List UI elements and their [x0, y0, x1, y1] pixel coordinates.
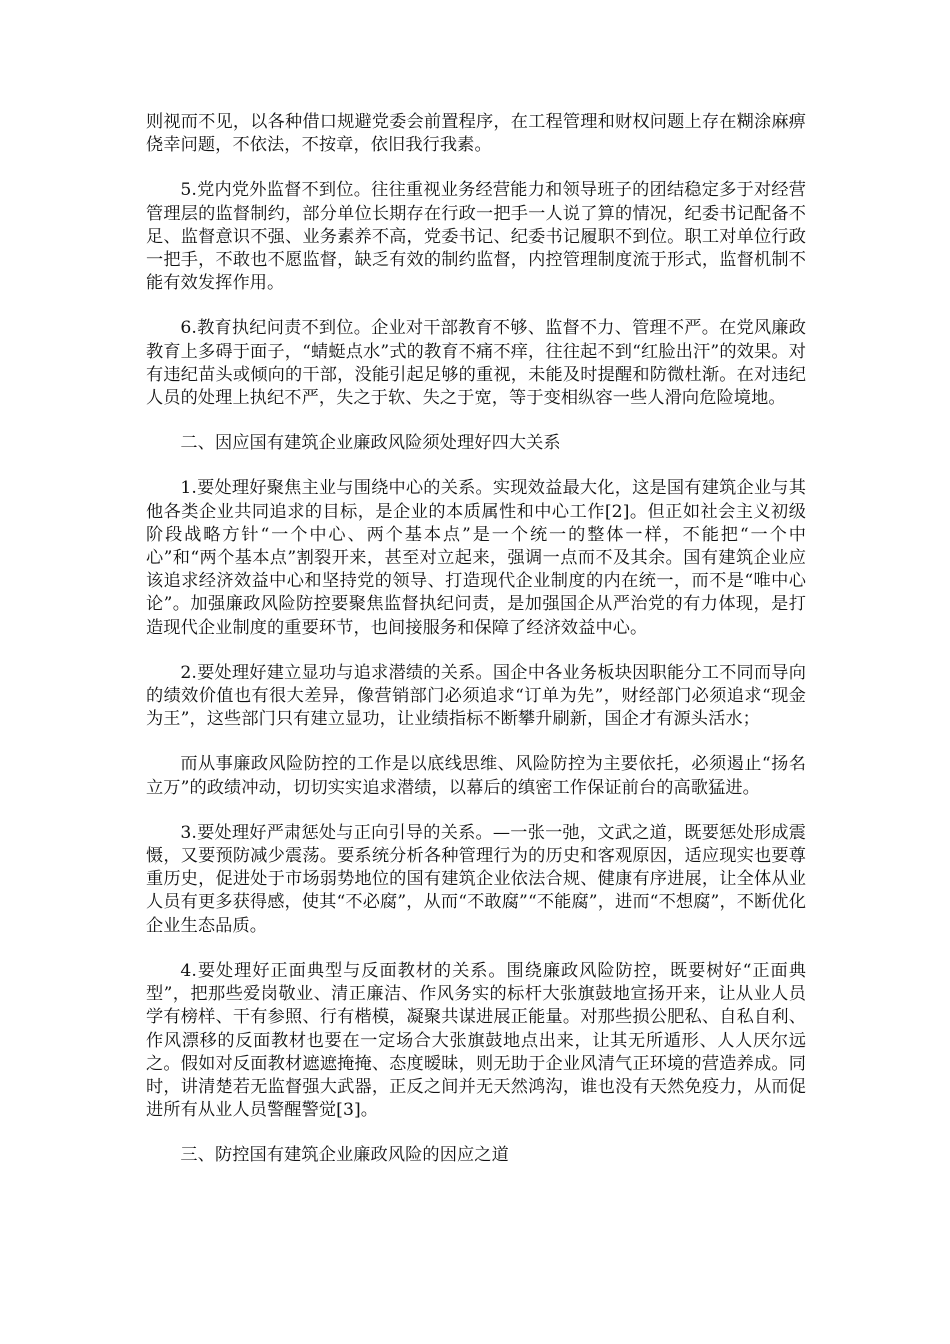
paragraph-relation-3: 3.要处理好严肃惩处与正向引导的关系。—一张一弛，文武之道，既要惩处形成震慑，又要预防减少震荡。要系统分析各种管理行为的历史和客观原因，适应现实也要尊重历史，促进处于市场弱势地位的国有建筑企业依法合规、健康有序进展，让全体从业人员有更多获得感，使其“不必腐”，从而“不敢腐”“不能腐”，进而“不想腐”，不断优化企业生态品质。 — [146, 822, 806, 936]
document-body — [146, 111, 806, 1190]
paragraph-continuation: 则视而不见，以各种借口规避党委会前置程序，在工程管理和财权问题上存在糊涂麻痹侥幸问题，不依法，不按章，依旧我行我素。 — [146, 112, 806, 156]
paragraph-relation-4: 4.要处理好正面典型与反面教材的关系。围绕廉政风险防控，既要树好“正面典型”，把那些爱岗敬业、清正廉洁、作风务实的标杆大张旗鼓地宣扬开来，让从业人员学有榜样、干有参照、行有楷模，凝聚共谋进展正能量。对那些损公肥私、自私自利、作风漂移的反面教材也要在一定场合大张旗鼓地点出来，让其无所遁形、人人厌尔远之。假如对反面教材遮遮掩掩、态度暧昧，则无助于企业风清气正环境的营造养成。同时，讲清楚若无监督强大武器，正反之间并无天然鸿沟，谁也没有天然免疫力，从而促进所有从业人员警醒警觉[3]。 — [146, 960, 806, 1121]
section-heading-three: 三、防控国有建筑企业廉政风险的因应之道 — [180, 1145, 509, 1166]
section-heading-two: 二、因应国有建筑企业廉政风险须处理好四大关系 — [180, 433, 561, 454]
paragraph-supervision: 5.党内党外监督不到位。往往重视业务经营能力和领导班子的团结稳定多于对经营管理层的监督制约，部分单位长期存在行政一把手一人说了算的情况，纪委书记配备不足、监督意识不强、业务素养不高，党委书记、纪委书记履职不到位。职工对单位行政一把手，不敢也不愿监督，缺乏有效的制约监督，内控管理制度流于形式，监督机制不能有效发挥作用。 — [146, 180, 806, 294]
paragraph-relation-1: 1.要处理好聚焦主业与围绕中心的关系。实现效益最大化，这是国有建筑企业与其他各类企业共同追求的目标，是企业的本质属性和中心工作[2]。但正如社会主义初级阶段战略方针“一个中心、两个基本点”是一个统一的整体一样，不能把“一个中心”和“两个基本点”割裂开来，甚至对立起来，强调一点而不及其余。国有建筑企业应该追求经济效益中心和坚持党的领导、打造现代企业制度的内在统一，而不是“唯中心论”。加强廉政风险防控要聚焦监督执纪问责，是加强国企从严治党的有力体现，是打造现代企业制度的重要环节，也间接服务和保障了经济效益中心。 — [146, 478, 806, 638]
paragraph-education: 6.教育执纪问责不到位。企业对干部教育不够、监督不力、管理不严。在党风廉政教育上多碍于面子，“蜻蜓点水”式的教育不痛不痒，往往起不到“红脸出汗”的效果。对有违纪苗头或倾向的干部，没能引起足够的重视，未能及时提醒和防微杜渐。在对违纪人员的处理上执纪不严，失之于软、失之于宽，等于变相纵容一些人滑向危险境地。 — [146, 318, 806, 409]
paragraph-relation-2: 2.要处理好建立显功与追求潜绩的关系。国企中各业务板块因职能分工不同而导向的绩效价值也有很大差异，像营销部门必须追求“订单为先”，财经部门必须追求“现金为王”，这些部门只有建立显功，让业绩指标不断攀升刷新，国企才有源头活水； — [146, 662, 806, 730]
paragraph-relation-2-cont: 而从事廉政风险防控的工作是以底线思维、风险防控为主要依托，必须遏止“扬名立万”的政绩冲动，切切实实追求潜绩，以幕后的缜密工作保证前台的高歌猛进。 — [146, 754, 806, 798]
